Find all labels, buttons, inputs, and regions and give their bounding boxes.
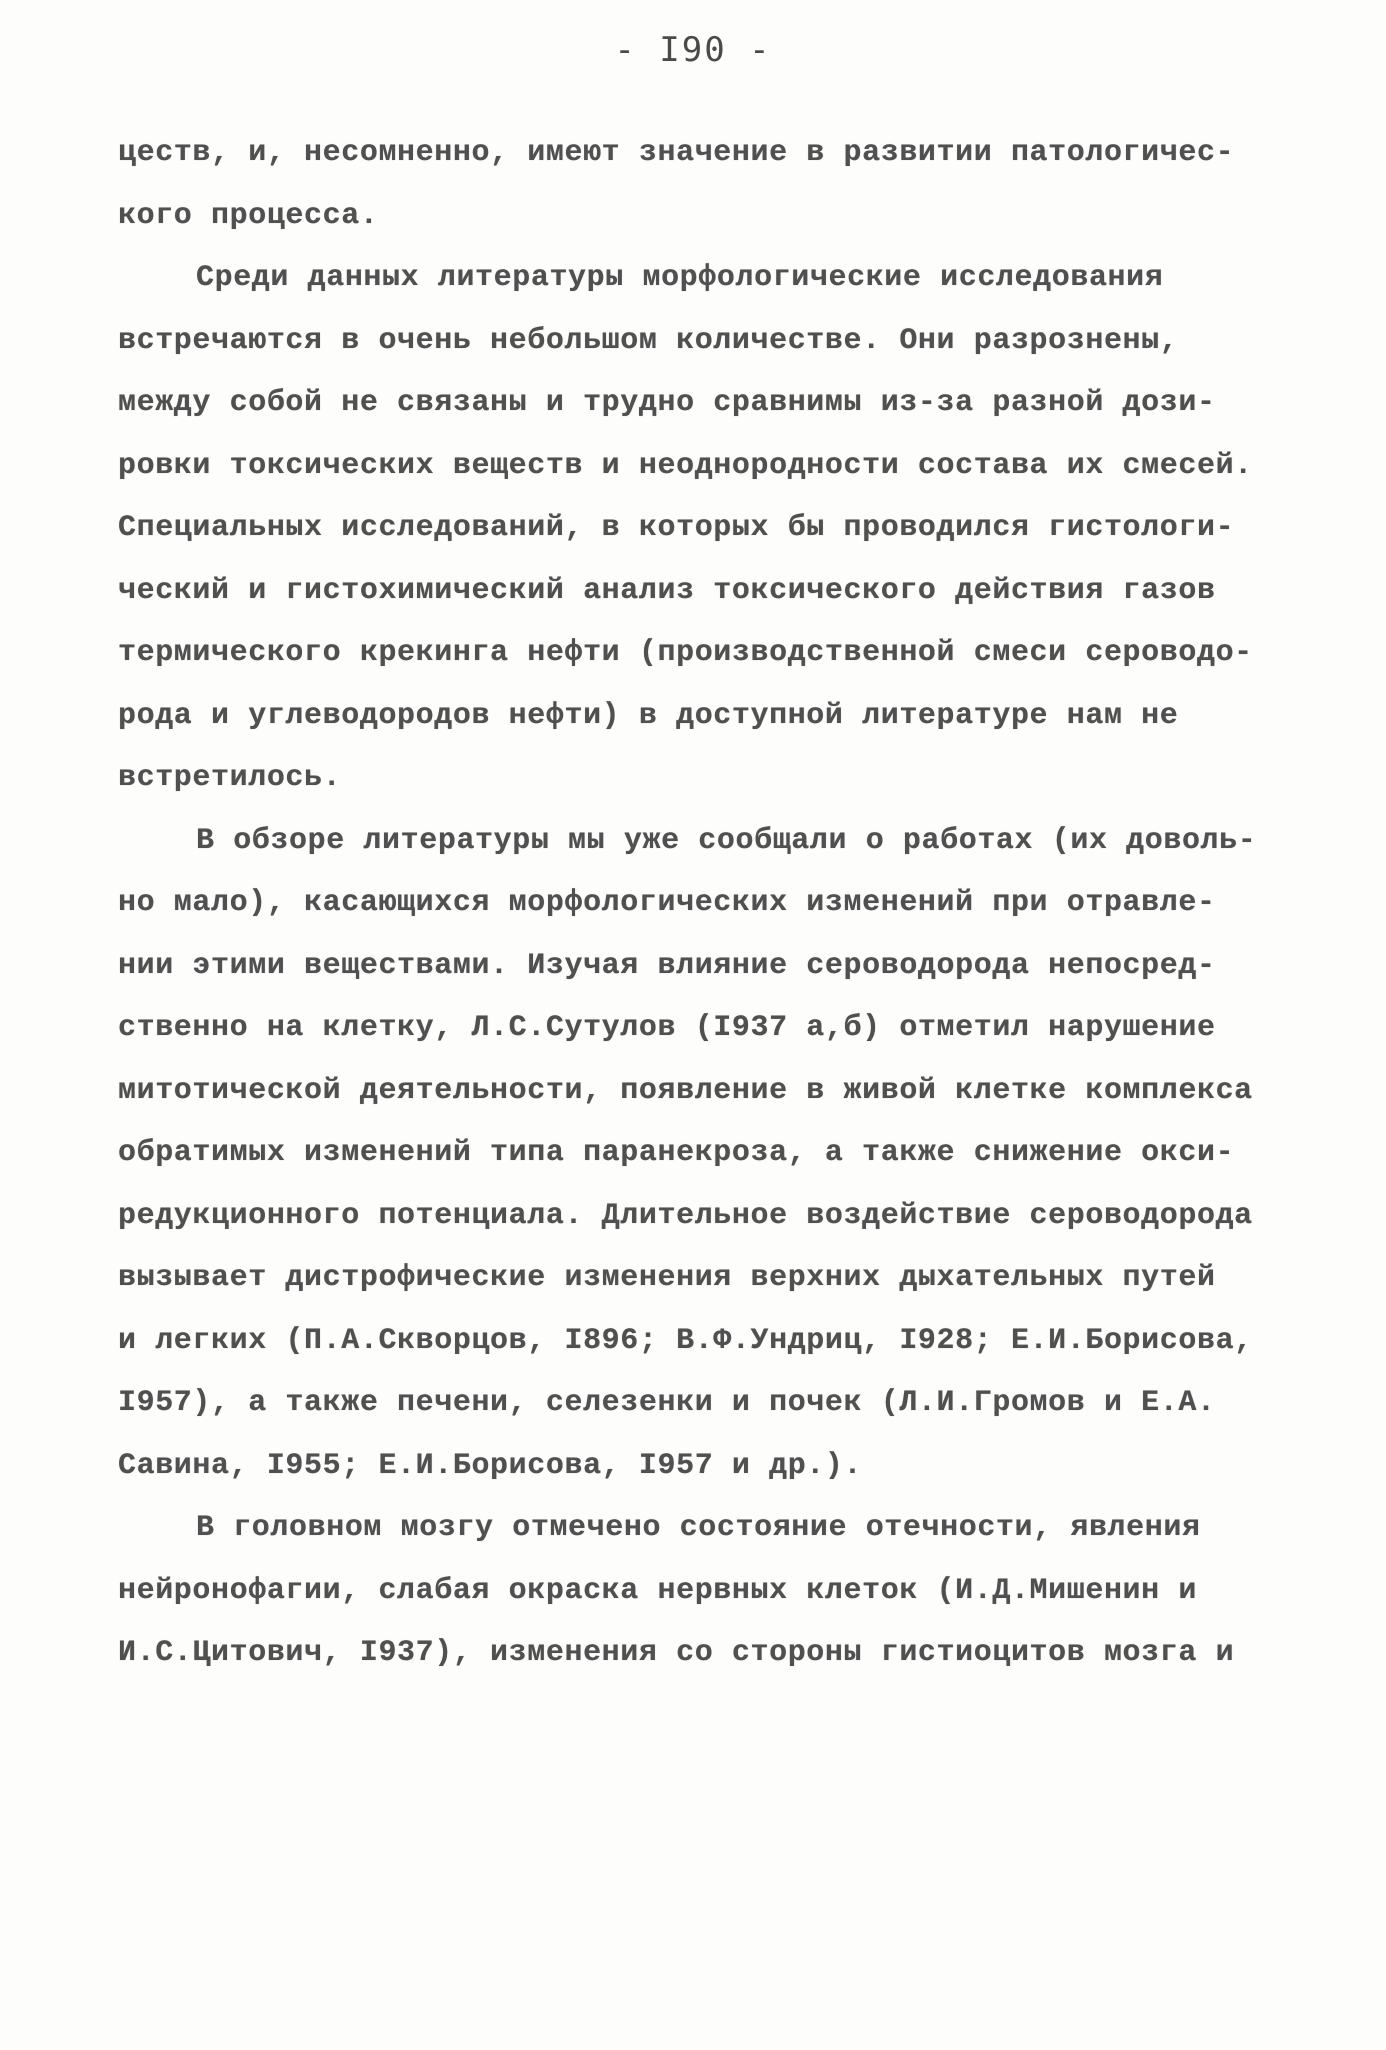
text-line: Савина, I955; Е.И.Борисова, I957 и др.).	[118, 1448, 863, 1483]
text-line: В обзоре литературы мы уже сообщали о работах (их доволь-	[196, 823, 1257, 858]
text-line: нейронофагии, слабая окраска нервных клеток (И.Д.Мишенин и	[118, 1573, 1197, 1608]
text-line: Среди данных литературы морфологические исследования	[196, 261, 1164, 295]
text-line: I957), а также печени, селезенки и почек (Л.И.Громов и Е.А.	[118, 1386, 1216, 1420]
text-line: встречаются в очень небольшом количестве. Они разрознены,	[118, 323, 1179, 358]
text-line: рода и углеводородов нефти) в доступной литературе нам не	[118, 698, 1179, 733]
text-line: кого процесса.	[118, 198, 379, 233]
text-line: термического крекинга нефти (производственной смеси сероводо-	[118, 636, 1253, 670]
page-number: - I90 -	[614, 30, 772, 70]
text-line: редукционного потенциала. Длительное воздействие сероводорода	[118, 1198, 1253, 1233]
text-line: между собой не связаны и трудно сравнимы из-за разной дози-	[118, 386, 1216, 420]
text-line: цеств, и, несомненно, имеют значение в развитии патологичес-	[118, 136, 1235, 170]
text-line: вызывает дистрофические изменения верхних дыхательных путей	[118, 1261, 1216, 1295]
text-line: И.С.Цитович, I937), изменения со стороны гистиоцитов мозга и	[118, 1636, 1235, 1670]
text-line: митотической деятельности, появление в живой клетке комплекса	[118, 1073, 1253, 1108]
text-line: нии этими веществами. Изучая влияние сероводорода непосред-	[118, 948, 1216, 983]
text-line: ровки токсических веществ и неоднородности состава их смесей.	[118, 448, 1253, 483]
text-line: но мало), касающихся морфологических изменений при отравле-	[118, 886, 1216, 920]
body-text	[118, 122, 1278, 1685]
text-line: и легких (П.А.Скворцов, I896; В.Ф.Ундриц, I928; Е.И.Борисова,	[118, 1323, 1253, 1358]
text-line: В головном мозгу отмечено состояние отечности, явления	[196, 1511, 1201, 1545]
text-line: встретилось.	[118, 761, 342, 795]
text-line: ственно на клетку, Л.С.Сутулов (I937 а,б) отметил нарушение	[118, 1011, 1216, 1045]
text-line: Специальных исследований, в которых бы проводился гистологи-	[118, 511, 1235, 545]
text-line: обратимых изменений типа паранекроза, а также снижение окси-	[118, 1136, 1235, 1170]
text-line: ческий и гистохимический анализ токсического действия газов	[118, 573, 1216, 608]
